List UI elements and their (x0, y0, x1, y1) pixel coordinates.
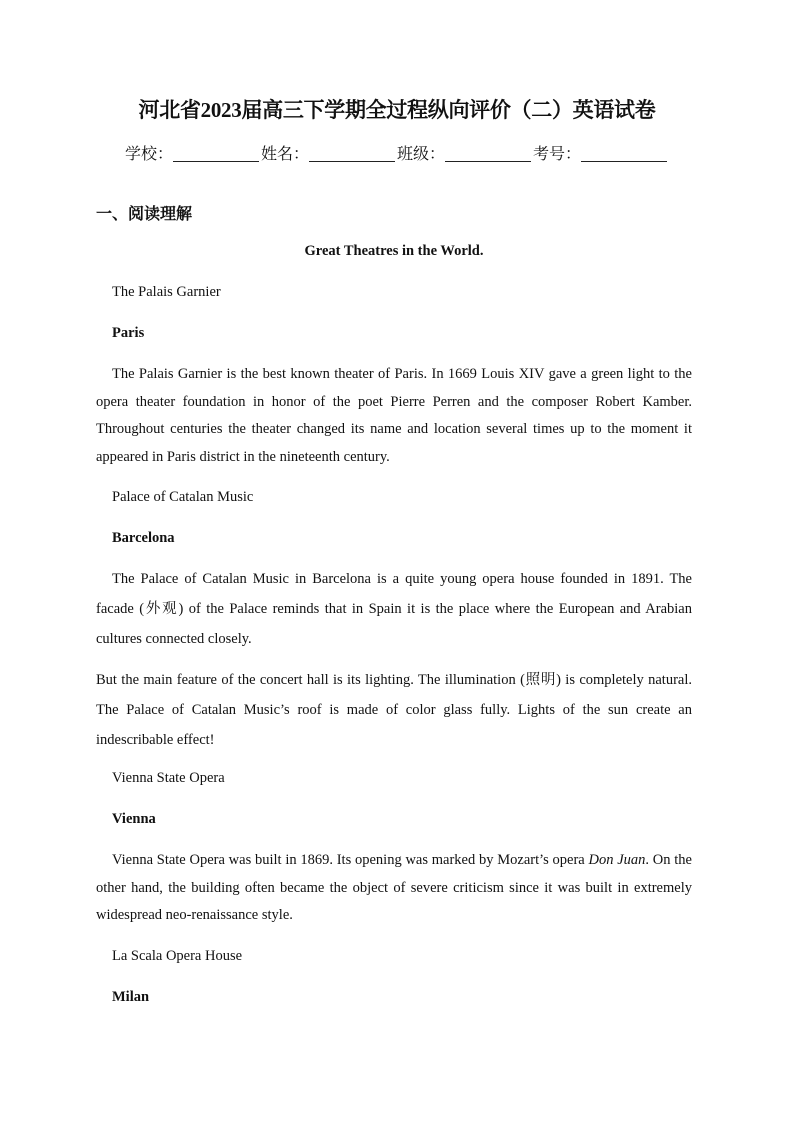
theatre-1-paragraph: The Palais Garnier is the best known theater of Paris. In 1669 Louis XIV gave a green light to the opera theater foundation in honor of the poet Pierre Perren and the composer Robert Kamber. Throughout centuries the theater changed its name and location several times up to the moment it appeared in Paris district in the nineteenth century. (96, 366, 692, 465)
name-label: 姓名： (260, 146, 309, 163)
page-title: 河北省2023届高三下学期全过程纵向评价（二）英语试卷 (138, 98, 656, 122)
student-info-line (0, 141, 794, 164)
theatre-4-name: La Scala Opera House (112, 948, 243, 964)
theatre-3-text-b: . On the other hand, the building often became the object of severe criticism since it was built in extremely widespread neo-renaissance style. (96, 852, 692, 923)
section-heading: 一、阅读理解 (96, 206, 193, 223)
class-label: 班级： (397, 146, 446, 163)
theatre-2-paragraph-1: The Palace of Catalan Music in Barcelona is a quite young opera house founded in 1891. The facade (外观) of the Palace reminds that in Spain it is the place where the European and Arabian cultures connected closely. (96, 571, 692, 647)
theatre-1-name: The Palais Garnier (112, 284, 221, 300)
opera-title: Don Juan (588, 852, 646, 868)
exam-number-label: 考号： (533, 146, 582, 163)
exam-number-blank[interactable] (581, 143, 667, 162)
theatre-2-city: Barcelona (112, 530, 175, 546)
theatre-2-paragraph-2: But the main feature of the concert hall is its lighting. The illumination (照明) is completely natural. The Palace of Catalan Music’s roof is made of color glass fully. Lights of the sun create an indescribable effect! (96, 672, 692, 748)
theatre-1-city: Paris (112, 325, 145, 341)
theatre-4-city: Milan (112, 989, 150, 1005)
theatre-3-name: Vienna State Opera (112, 770, 225, 786)
passage-title: Great Theatres in the World. (304, 243, 484, 259)
name-blank[interactable] (309, 143, 395, 162)
theatre-3-city: Vienna (112, 811, 156, 827)
theatre-2-name: Palace of Catalan Music (112, 489, 254, 505)
theatre-3-text-a: Vienna State Opera was built in 1869. Its opening was marked by Mozart’s opera (112, 852, 589, 868)
school-label: 学校： (124, 146, 173, 163)
theatre-3-paragraph (96, 847, 692, 930)
school-blank[interactable] (173, 143, 259, 162)
class-blank[interactable] (445, 143, 531, 162)
